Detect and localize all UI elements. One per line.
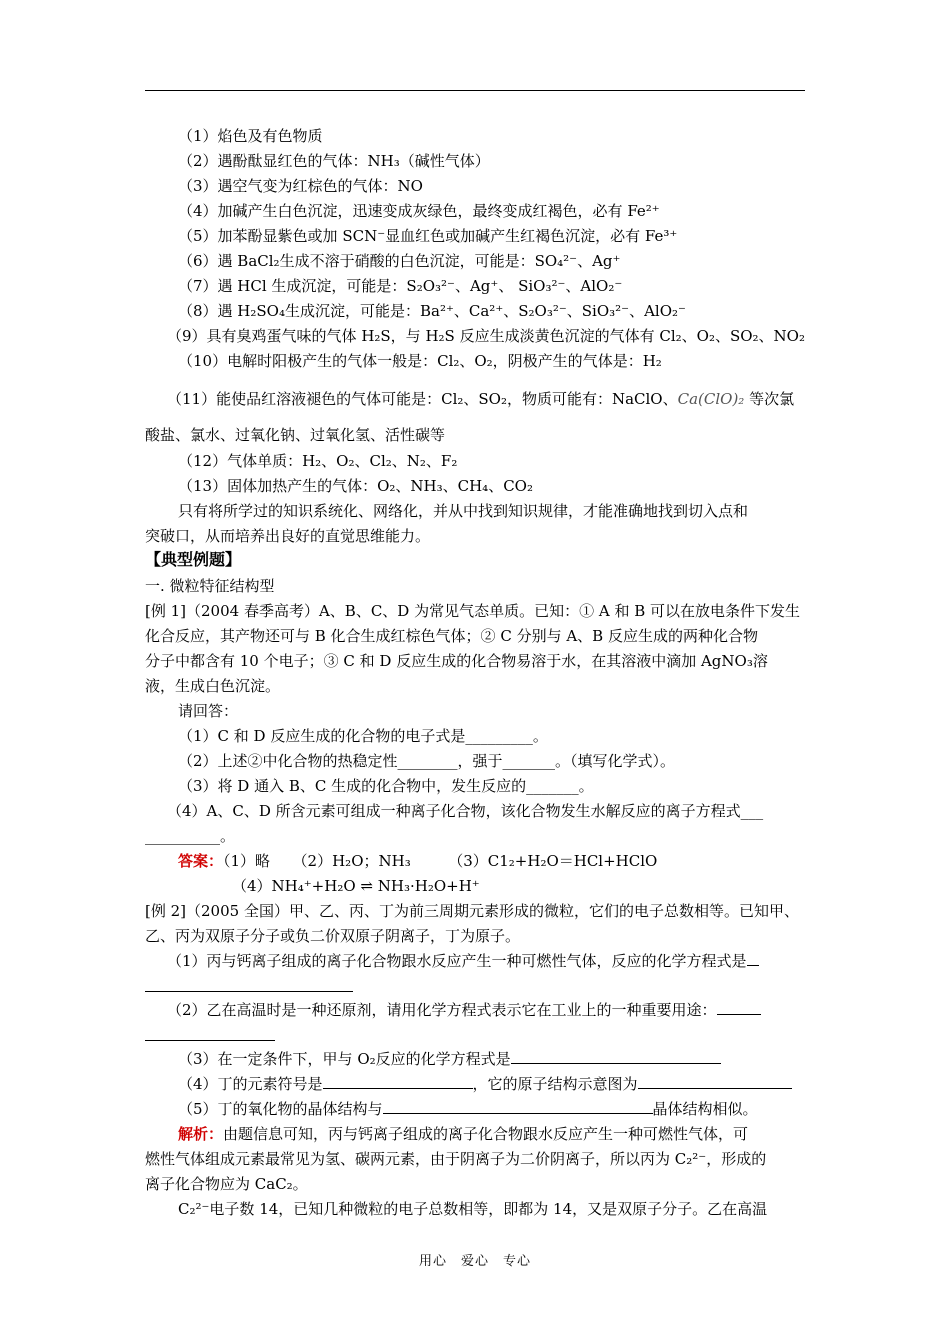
question: （2）乙在高温时是一种还原剂，请用化学方程式表示它在工业上的一种重要用途： — [167, 1000, 761, 1020]
answer-blank-line — [145, 1026, 275, 1046]
answer-blank — [323, 1074, 473, 1089]
list-item: （10）电解时阳极产生的气体一般是：Cl₂、O₂，阴极产生的气体是：H₂ — [178, 352, 662, 370]
question: （1）丙与钙离子组成的离子化合物跟水反应产生一种可燃性气体，反应的化学方程式是 — [167, 951, 759, 971]
list-item: （3）遇空气变为红棕色的气体：NO — [178, 177, 423, 195]
question: （5）丁的氧化物的晶体结构与 晶体结构相似。 — [178, 1100, 758, 1118]
example-text: 乙、丙为双原子分子或负二价双原子阴离子，丁为原子。 — [145, 927, 521, 945]
question: （1）C 和 D 反应生成的化合物的电子式是_________。 — [178, 727, 548, 745]
list-item: （4）加碱产生白色沉淀，迅速变成灰绿色，最终变成红褐色，必有 Fe²⁺ — [178, 202, 660, 220]
list-item-continuation: 酸盐、氯水、过氧化钠、过氧化氢、活性碳等 — [145, 426, 446, 444]
list-item: （6）遇 BaCl₂生成不溶于硝酸的白色沉淀，可能是：SO₄²⁻、Ag⁺ — [178, 252, 621, 270]
list-item: （9）具有臭鸡蛋气味的气体 H₂S，与 H₂S 反应生成淡黄色沉淀的气体有 Cl₂、O₂、SO₂、NO₂ — [167, 327, 805, 345]
section-heading: 【典型例题】 — [145, 550, 242, 569]
page-footer: 用心 爱心 专心 — [418, 1254, 531, 1269]
question: （4）A、C、D 所含元素可组成一种离子化合物，该化合物发生水解反应的离子方程式___ — [167, 802, 764, 820]
question: （4）丁的元素符号是 ，它的原子结构示意图为 — [178, 1074, 792, 1094]
formula-image: Ca(ClO)₂ — [677, 390, 745, 408]
example-text: 分子中都含有 10 个电子；③ C 和 D 反应生成的化合物易溶于水，在其溶液中滴加 AgNO₃溶 — [145, 652, 768, 670]
paragraph: 只有将所学过的知识系统化、网络化，并从中找到知识规律，才能准确地找到切入点和 — [178, 502, 749, 520]
list-item: （8）遇 H₂SO₄生成沉淀，可能是：Ba²⁺、Ca²⁺、S₂O₃²⁻、SiO₃²⁻、AlO₂⁻ — [178, 302, 686, 320]
answer-blank — [383, 1099, 653, 1114]
question-continuation: __________。 — [145, 827, 236, 845]
answer-blank — [145, 977, 353, 992]
list-item: （12）气体单质：H₂、O₂、Cl₂、N₂、F₂ — [178, 452, 458, 470]
answer-blank — [145, 1026, 275, 1041]
answer-blank — [511, 1049, 721, 1064]
answer-label: 答案： — [178, 852, 224, 870]
analysis: 离子化合物应为 CaC₂。 — [145, 1175, 308, 1193]
prompt-text: 请回答： — [178, 702, 239, 720]
question: （3）在一定条件下，甲与 O₂反应的化学方程式是 — [178, 1049, 721, 1069]
list-item: （11）能使品红溶液褪色的气体可能是：Cl₂、SO₂，物质可能有：NaClO、Ca(ClO)₂ 等次氯 — [167, 390, 795, 408]
list-item: （13）固体加热产生的气体：O₂、NH₃、CH₄、CO₂ — [178, 477, 533, 495]
example-text: [例 1]（2004 春季高考）A、B、C、D 为常见气态单质。已知：① A 和 B 可以在放电条件下发生 — [145, 602, 801, 620]
analysis: C₂²⁻电子数 14，已知几种微粒的电子总数相等，即都为 14，又是双原子分子。乙在高温 — [178, 1200, 768, 1218]
list-item: （2）遇酚酞显红色的气体：NH₃（碱性气体） — [178, 152, 490, 170]
answer-blank — [747, 951, 759, 966]
list-item: （7）遇 HCl 生成沉淀，可能是：S₂O₃²⁻、Ag⁺、 SiO₃²⁻、AlO₂⁻ — [178, 277, 623, 295]
example-text: 液，生成白色沉淀。 — [145, 677, 281, 695]
answer: （4）NH₄⁺+H₂O ⇌ NH₃·H₂O+H⁺ — [232, 877, 480, 895]
list-item: （5）加苯酚显紫色或加 SCN⁻显血红色或加碱产生红褐色沉淀，必有 Fe³⁺ — [178, 227, 678, 245]
example-text: [例 2]（2005 全国）甲、乙、丙、丁为前三周期元素形成的微粒，它们的电子总数相等。已知甲、 — [145, 902, 799, 920]
subsection-title: 一. 微粒特征结构型 — [145, 577, 275, 595]
question: （3）将 D 通入 B、C 生成的化合物中，发生反应的_______。 — [178, 777, 594, 795]
example-text: 化合反应，其产物还可与 B 化合生成红棕色气体；② C 分别与 A、B 反应生成的两种化合物 — [145, 627, 758, 645]
header-rule — [145, 90, 805, 91]
answer-blank — [638, 1074, 792, 1089]
analysis: 燃性气体组成元素最常见为氢、碳两元素，由于阴离子为二价阴离子，所以丙为 C₂²⁻，形成的 — [145, 1150, 767, 1168]
answer: 答案：（1）略 （2）H₂O；NH₃ （3）C1₂+H₂O＝HCl+HClO — [178, 852, 658, 870]
answer-blank — [717, 1000, 761, 1015]
list-item: （1）焰色及有色物质 — [178, 127, 323, 145]
analysis: 解析：由题信息可知，丙与钙离子组成的离子化合物跟水反应产生一种可燃性气体，可 — [178, 1125, 749, 1143]
question: （2）上述②中化合物的热稳定性________，强于_______。（填写化学式）。 — [178, 752, 676, 770]
answer-blank-line — [145, 977, 353, 997]
paragraph: 突破口，从而培养出良好的直觉思维能力。 — [145, 527, 431, 545]
analysis-label: 解析： — [178, 1125, 224, 1143]
